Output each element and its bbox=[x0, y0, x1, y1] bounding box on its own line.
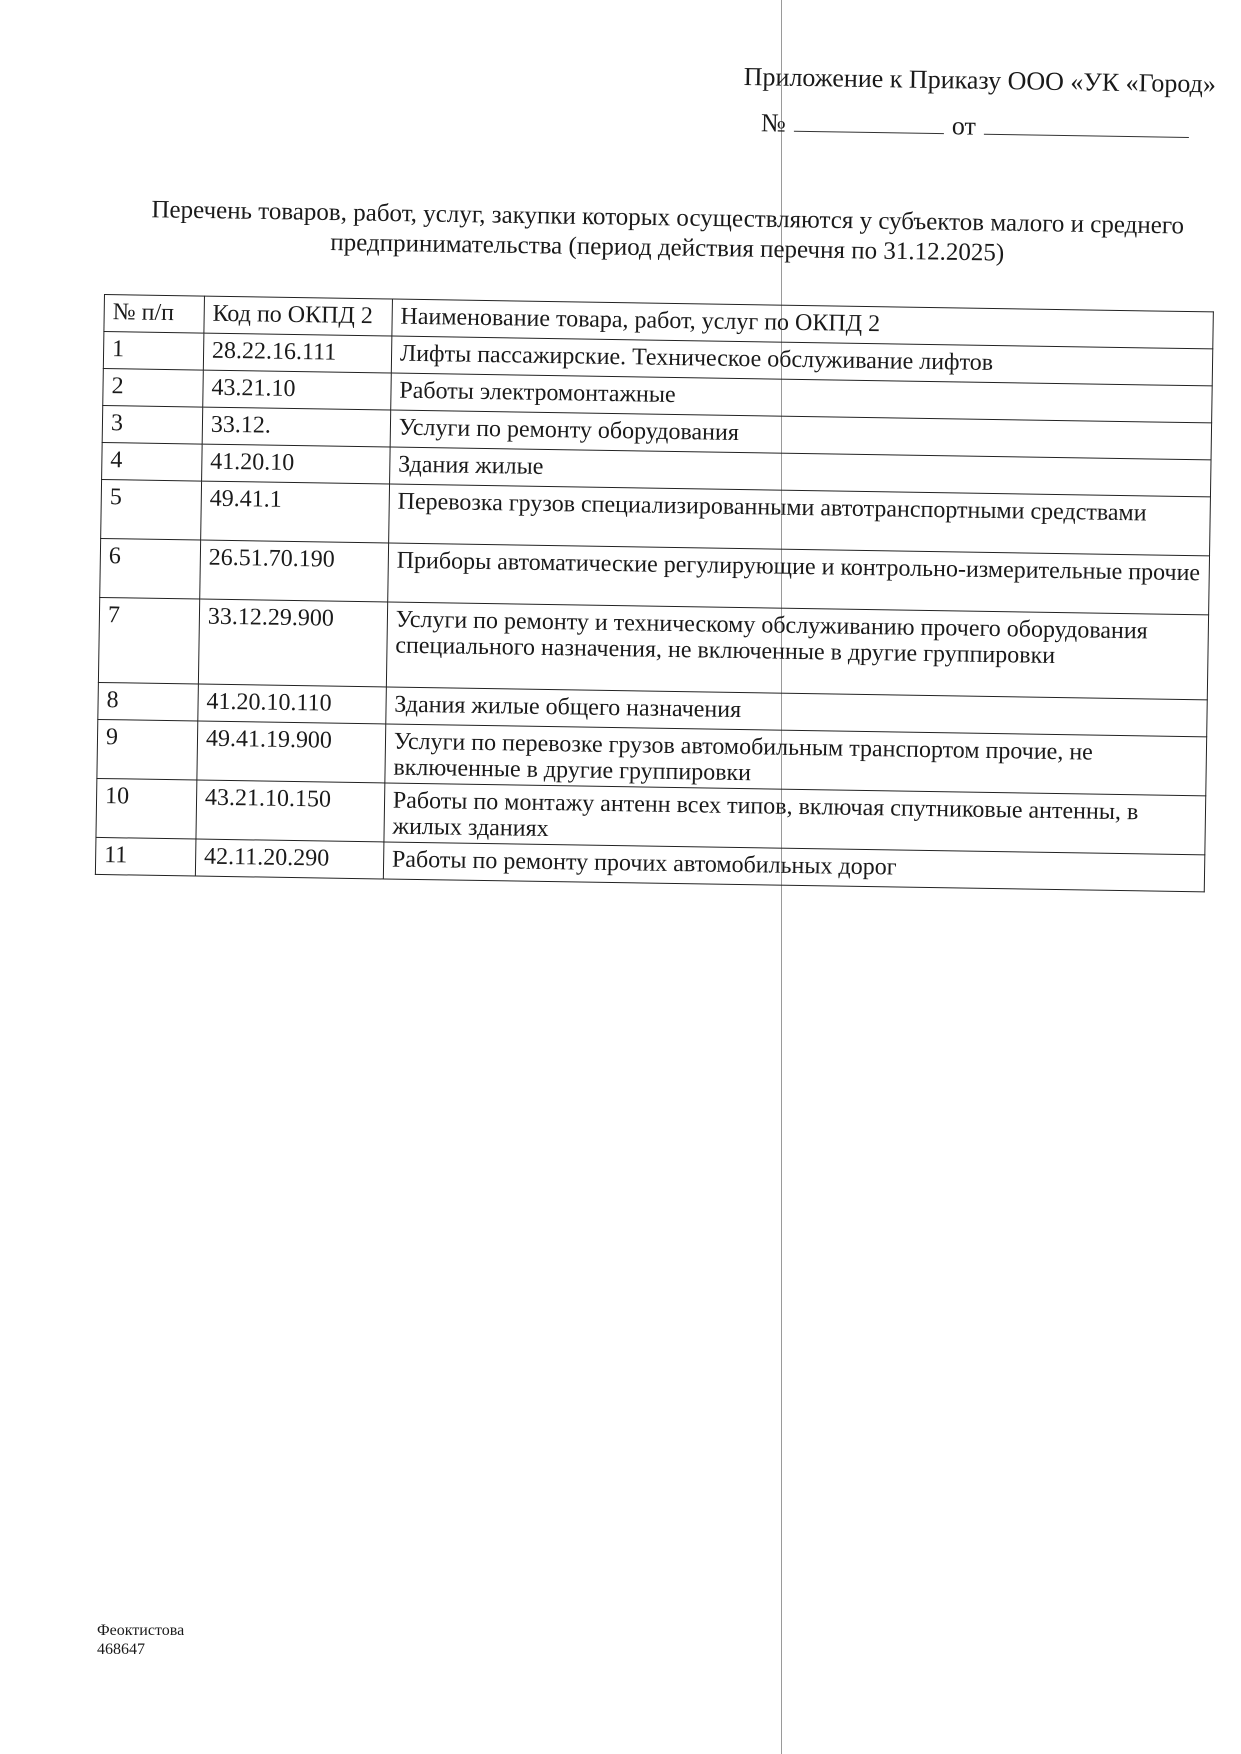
row-num: 9 bbox=[97, 719, 198, 780]
row-code: 41.20.10 bbox=[201, 444, 389, 484]
row-num: 10 bbox=[96, 778, 197, 839]
row-code: 42.11.20.290 bbox=[195, 839, 383, 879]
row-name: Услуги по ремонту оборудования bbox=[390, 410, 1212, 460]
row-name: Здания жилые общего назначения bbox=[386, 687, 1208, 737]
row-name: Перевозка грузов специализированными автотранспортными средствами bbox=[388, 484, 1210, 556]
row-code: 49.41.1 bbox=[201, 481, 390, 543]
row-name: Услуги по ремонту и техническому обслуживанию прочего оборудования специального назначения, не включенные в другие группировки bbox=[386, 602, 1208, 700]
row-code: 26.51.70.190 bbox=[200, 540, 389, 602]
procurement-table bbox=[95, 294, 1214, 892]
header-name: Наименование товара, работ, услуг по ОКПД 2 bbox=[392, 299, 1214, 349]
row-code: 49.41.19.900 bbox=[197, 721, 386, 783]
row-code: 28.22.16.111 bbox=[203, 333, 391, 373]
number-label: № bbox=[760, 108, 787, 138]
date-label: от bbox=[951, 111, 977, 141]
header-code: Код по ОКПД 2 bbox=[204, 296, 392, 336]
executor-phone: 468647 bbox=[97, 1641, 145, 1658]
row-num: 11 bbox=[95, 837, 195, 876]
title-line-2: предпринимательства (период действия перечня по 31.12.2025) bbox=[330, 229, 1005, 267]
order-number-blank bbox=[794, 111, 944, 134]
row-num: 1 bbox=[103, 332, 203, 371]
row-num: 3 bbox=[102, 405, 202, 444]
row-num: 8 bbox=[98, 682, 198, 721]
row-name: Здания жилые bbox=[389, 447, 1211, 497]
procurement-table-wrapper bbox=[95, 294, 1214, 892]
row-num: 6 bbox=[100, 538, 201, 599]
row-code: 33.12.29.900 bbox=[198, 599, 387, 687]
row-name: Приборы автоматические регулирующие и контрольно-измерительные прочие bbox=[388, 543, 1210, 615]
appendix-header bbox=[743, 62, 1217, 145]
row-num: 4 bbox=[102, 442, 202, 481]
row-name: Лифты пассажирские. Техническое обслуживание лифтов bbox=[391, 336, 1213, 386]
row-code: 43.21.10.150 bbox=[196, 780, 385, 842]
row-num: 5 bbox=[101, 479, 202, 540]
title-line-1: Перечень товаров, работ, услуг, закупки которых осуществляются у субъектов малого и среднего bbox=[151, 196, 1185, 240]
row-code: 41.20.10.110 bbox=[198, 684, 386, 724]
row-num: 2 bbox=[103, 368, 203, 407]
appendix-title: Приложение к Приказу ООО «УК «Город» bbox=[743, 62, 1217, 99]
executor-name: Феоктистова bbox=[97, 1622, 185, 1639]
row-name: Работы по ремонту прочих автомобильных дорог bbox=[383, 842, 1205, 892]
footer-executor bbox=[97, 1621, 184, 1659]
order-number-line bbox=[761, 108, 1213, 145]
row-name: Работы по монтажу антенн всех типов, включая спутниковые антенны, в жилых зданиях bbox=[384, 783, 1206, 855]
header-num: № п/п bbox=[104, 295, 204, 334]
document-title bbox=[137, 195, 1198, 272]
row-num: 7 bbox=[98, 597, 199, 684]
row-name: Услуги по перевозке грузов автомобильным транспортом прочие, не включенные в другие группировки bbox=[385, 724, 1207, 796]
row-code: 43.21.10 bbox=[203, 370, 391, 410]
order-date-blank bbox=[984, 114, 1189, 138]
row-code: 33.12. bbox=[202, 407, 390, 447]
row-name: Работы электромонтажные bbox=[391, 373, 1213, 423]
